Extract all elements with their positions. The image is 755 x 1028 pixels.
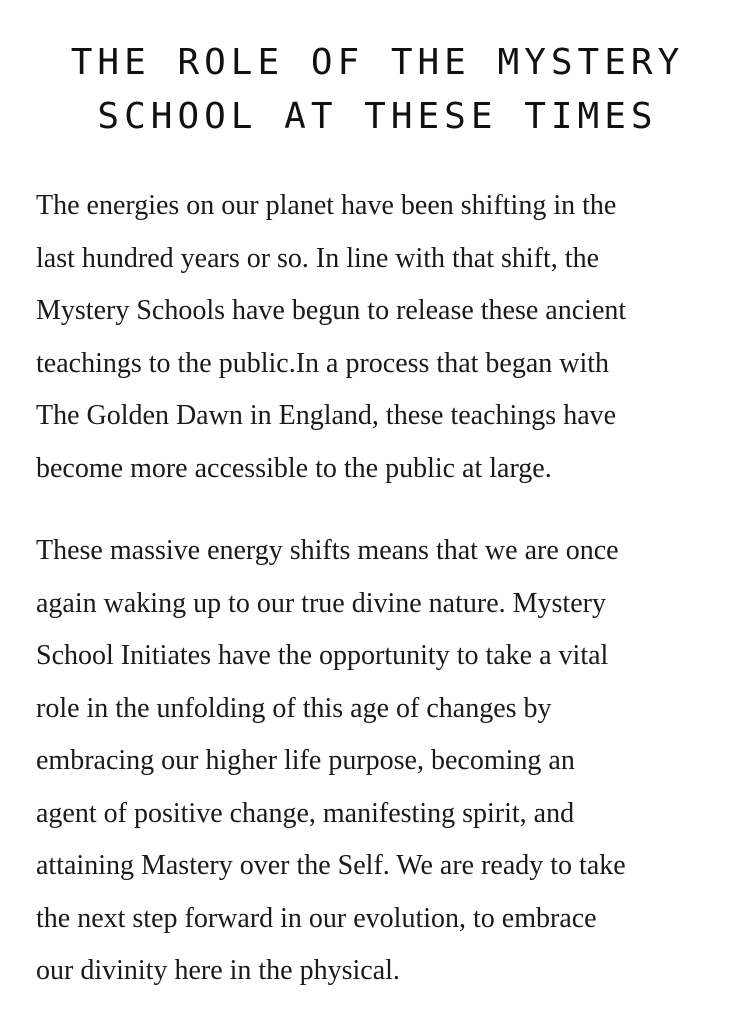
- text-line: attaining Mastery over the Self. We are ready to take: [36, 850, 626, 881]
- text-line: The energies on our planet have been shifting in the: [36, 190, 617, 221]
- page-title-line-1: THE ROLE OF THE MYSTERY: [70, 42, 685, 83]
- text-line: The Golden Dawn in England, these teachings have: [36, 400, 617, 431]
- text-line: These massive energy shifts means that we are once: [36, 535, 619, 566]
- text-line: embracing our higher life purpose, becoming an: [36, 745, 575, 776]
- text-line: teachings to the public.In a process that began with: [36, 347, 610, 379]
- text-line: agent of positive change, manifesting spirit, and: [36, 797, 575, 829]
- page-title: [0, 36, 755, 144]
- article-body: [36, 180, 716, 1028]
- paragraph-2: [36, 525, 716, 998]
- text-line: last hundred years or so. In line with that shift, the: [36, 242, 599, 274]
- paragraph-1: [36, 180, 716, 495]
- page-title-line-2: SCHOOL AT THESE TIMES: [97, 96, 658, 137]
- text-line: our divinity here in the physical.: [36, 955, 400, 986]
- text-line: again waking up to our true divine nature. Mystery: [36, 587, 606, 619]
- text-line: the next step forward in our evolution, to embrace: [36, 902, 597, 934]
- text-line: role in the unfolding of this age of changes by: [36, 692, 552, 724]
- text-line: School Initiates have the opportunity to take a vital: [36, 640, 609, 671]
- text-line: become more accessible to the public at large.: [36, 452, 552, 484]
- text-line: Mystery Schools have begun to release these ancient: [36, 295, 627, 326]
